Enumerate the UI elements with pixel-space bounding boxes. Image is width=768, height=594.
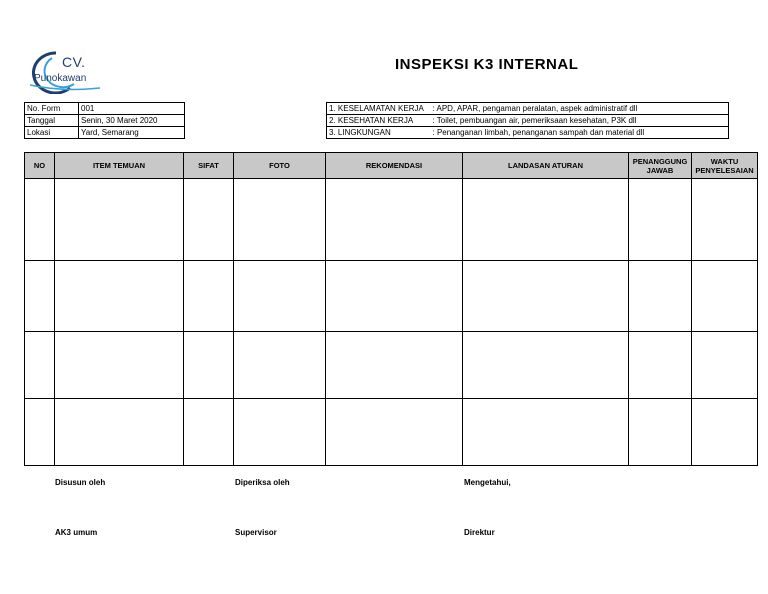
table-cell[interactable] [25,179,55,261]
category-row [327,127,729,139]
table-row [25,332,758,399]
category-description: : Penanganan limbah, penanganan sampah dan material dll [431,127,729,139]
header-foto: FOTO [234,153,326,179]
table-cell[interactable] [629,179,692,261]
table-cell[interactable] [629,399,692,466]
approved-by-role: Direktur [464,528,495,537]
table-cell[interactable] [326,399,463,466]
info-label: No. Form [25,103,79,115]
table-cell[interactable] [25,332,55,399]
table-cell[interactable] [234,399,326,466]
info-value: Senin, 30 Maret 2020 [79,115,185,127]
table-cell[interactable] [326,261,463,332]
info-label: Lokasi [25,127,79,139]
table-cell[interactable] [326,179,463,261]
header-item-temuan: ITEM TEMUAN [55,153,184,179]
header-sifat: SIFAT [184,153,234,179]
header-rekomendasi: REKOMENDASI [326,153,463,179]
header-no: NO [25,153,55,179]
table-cell[interactable] [692,179,758,261]
header-penanggung-jawab: PENANGGUNG JAWAB [629,153,692,179]
table-row [25,261,758,332]
info-row-form-number [25,103,185,115]
prepared-by-label: Disusun oleh [55,478,106,487]
table-cell[interactable] [184,179,234,261]
table-cell[interactable] [326,332,463,399]
table-cell[interactable] [692,332,758,399]
header-waktu-penyelesaian: WAKTU PENYELESAIAN [692,153,758,179]
table-cell[interactable] [55,332,184,399]
table-cell[interactable] [463,399,629,466]
category-name: 2. KESEHATAN KERJA [327,115,431,127]
category-name: 1. KESELAMATAN KERJA [327,103,431,115]
table-cell[interactable] [463,179,629,261]
table-cell[interactable] [184,399,234,466]
table-header-row [25,153,758,179]
table-cell[interactable] [55,261,184,332]
table-cell[interactable] [234,261,326,332]
table-cell[interactable] [234,179,326,261]
info-row-date [25,115,185,127]
checked-by-label: Diperiksa oleh [235,478,290,487]
logo-company-name: Punokawan [34,73,87,84]
category-row [327,103,729,115]
checked-by-role: Supervisor [235,528,277,537]
table-cell[interactable] [692,261,758,332]
table-cell[interactable] [184,261,234,332]
prepared-by-role: AK3 umum [55,528,98,537]
form-info-table [24,102,185,139]
table-cell[interactable] [25,399,55,466]
table-cell[interactable] [55,399,184,466]
table-cell[interactable] [463,332,629,399]
table-cell[interactable] [55,179,184,261]
category-row [327,115,729,127]
table-row [25,179,758,261]
info-value: Yard, Semarang [79,127,185,139]
page-title: INSPEKSI K3 INTERNAL [395,56,579,73]
table-cell[interactable] [629,261,692,332]
table-cell[interactable] [184,332,234,399]
inspection-table [24,152,758,466]
logo-cv-text: CV. [62,54,86,70]
table-cell[interactable] [25,261,55,332]
table-cell[interactable] [463,261,629,332]
approved-by-label: Mengetahui, [464,478,511,487]
category-legend-table [326,102,729,139]
category-name: 3. LINGKUNGAN [327,127,431,139]
table-cell[interactable] [692,399,758,466]
info-value: 001 [79,103,185,115]
category-description: : APD, APAR, pengaman peralatan, aspek administratif dll [431,103,729,115]
info-row-location [25,127,185,139]
header-landasan-aturan: LANDASAN ATURAN [463,153,629,179]
table-row [25,399,758,466]
table-cell[interactable] [234,332,326,399]
company-logo [22,48,102,94]
category-description: : Toilet, pembuangan air, pemeriksaan kesehatan, P3K dll [431,115,729,127]
table-cell[interactable] [629,332,692,399]
info-label: Tanggal [25,115,79,127]
